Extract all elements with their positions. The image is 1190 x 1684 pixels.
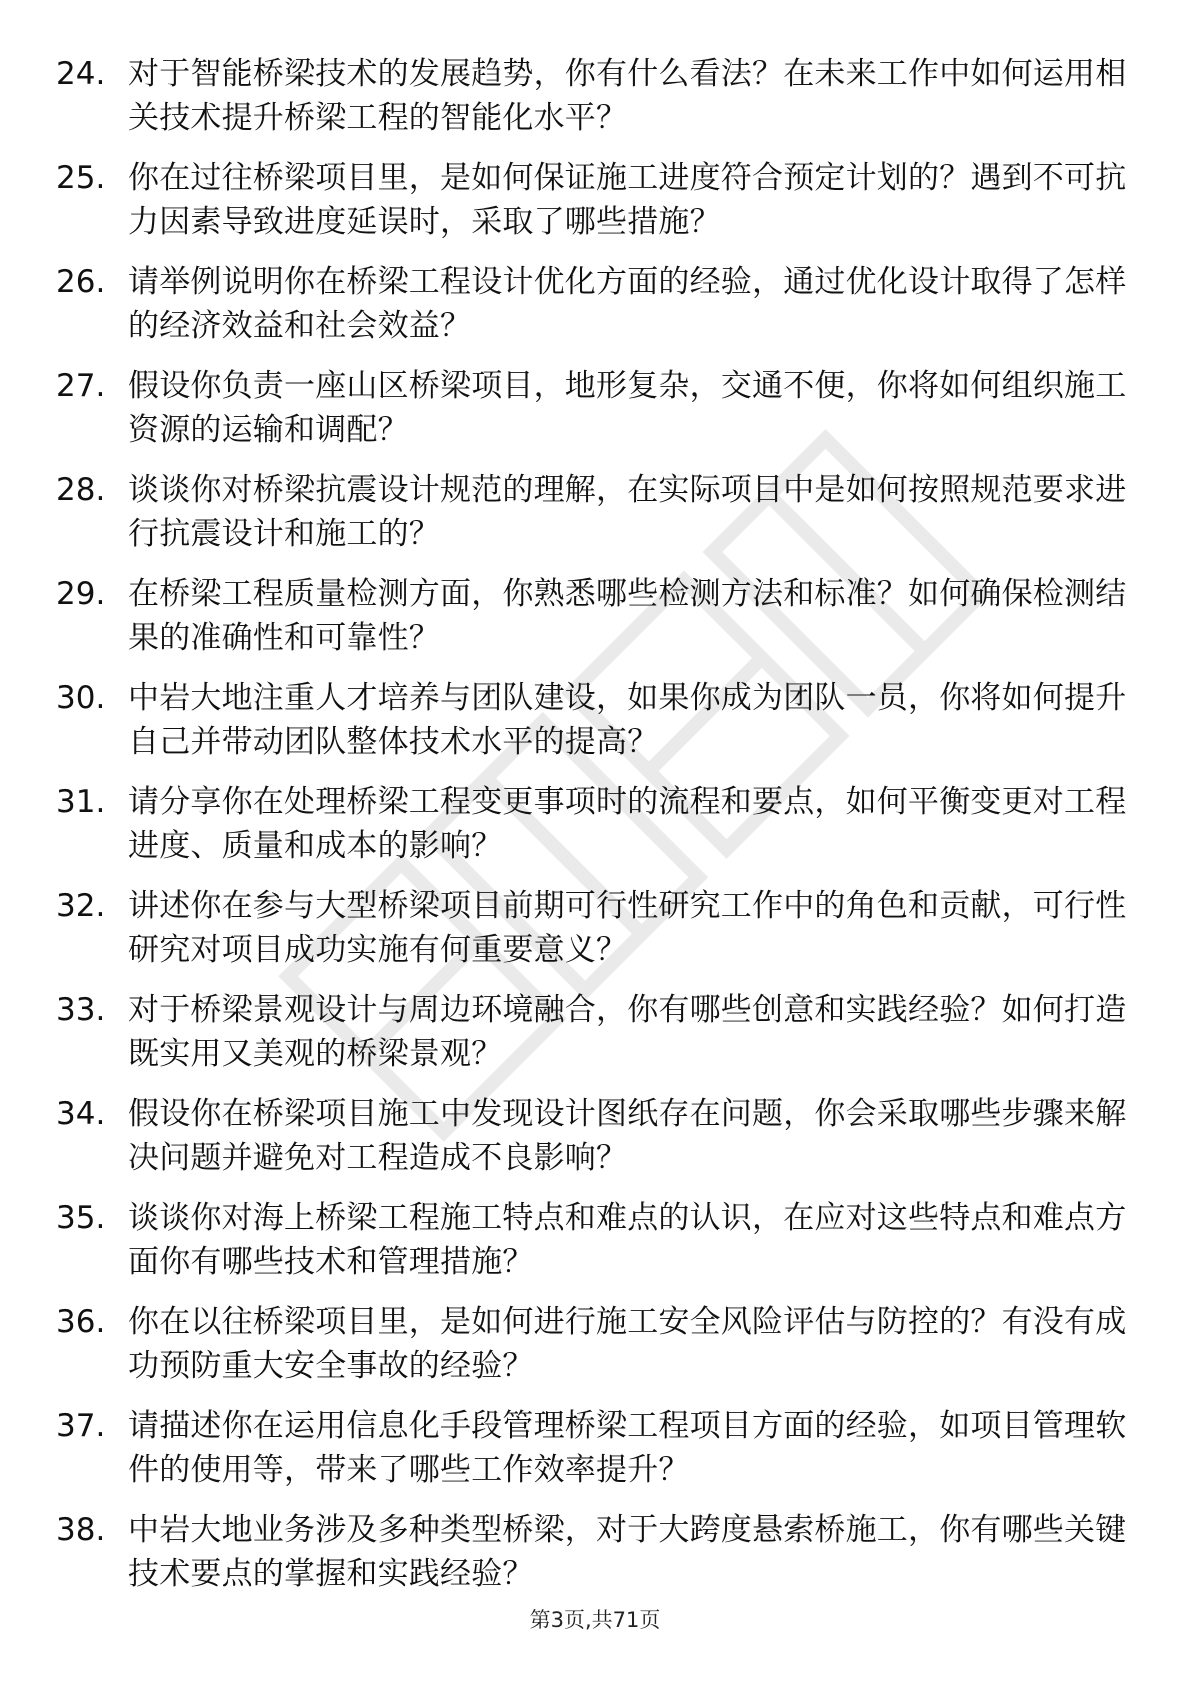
question-text: 讲述你在参与大型桥梁项目前期可行性研究工作中的角色和贡献，可行性研究对项目成功实施有何重要意义？ bbox=[128, 888, 1127, 968]
question-text: 请分享你在处理桥梁工程变更事项时的流程和要点，如何平衡变更对工程进度、质量和成本的影响？ bbox=[128, 784, 1127, 864]
page-number-label: 第3页,共71页 bbox=[529, 1608, 661, 1632]
question-number: 35. bbox=[56, 1200, 106, 1236]
question-item bbox=[0, 676, 1190, 780]
question-text: 中岩大地业务涉及多种类型桥梁，对于大跨度悬索桥施工，你有哪些关键技术要点的掌握和实践经验？ bbox=[128, 1512, 1127, 1592]
question-number: 26. bbox=[56, 264, 106, 300]
question-item bbox=[0, 572, 1190, 676]
question-text: 你在过往桥梁项目里，是如何保证施工进度符合预定计划的？遇到不可抗力因素导致进度延误时，采取了哪些措施？ bbox=[128, 160, 1127, 240]
question-number: 32. bbox=[56, 888, 106, 924]
question-item bbox=[0, 1196, 1190, 1300]
question-number: 27. bbox=[56, 368, 106, 404]
question-text: 对于桥梁景观设计与周边环境融合，你有哪些创意和实践经验？如何打造既实用又美观的桥梁景观？ bbox=[128, 992, 1127, 1072]
page-footer bbox=[0, 1606, 1190, 1634]
question-item bbox=[0, 780, 1190, 884]
question-number: 38. bbox=[56, 1512, 106, 1548]
question-text: 请举例说明你在桥梁工程设计优化方面的经验，通过优化设计取得了怎样的经济效益和社会效益？ bbox=[128, 264, 1127, 344]
question-item bbox=[0, 884, 1190, 988]
question-item bbox=[0, 1404, 1190, 1508]
question-item bbox=[0, 156, 1190, 260]
question-number: 33. bbox=[56, 992, 106, 1028]
question-text: 谈谈你对海上桥梁工程施工特点和难点的认识，在应对这些特点和难点方面你有哪些技术和管理措施？ bbox=[128, 1200, 1127, 1280]
question-text: 中岩大地注重人才培养与团队建设，如果你成为团队一员，你将如何提升自己并带动团队整体技术水平的提高？ bbox=[128, 680, 1127, 760]
question-number: 28. bbox=[56, 472, 106, 508]
question-number: 34. bbox=[56, 1096, 106, 1132]
question-number: 36. bbox=[56, 1304, 106, 1340]
question-item bbox=[0, 364, 1190, 468]
question-text: 假设你在桥梁项目施工中发现设计图纸存在问题，你会采取哪些步骤来解决问题并避免对工程造成不良影响？ bbox=[128, 1096, 1127, 1176]
question-list bbox=[0, 52, 1190, 1612]
question-item bbox=[0, 1092, 1190, 1196]
question-item bbox=[0, 468, 1190, 572]
question-number: 25. bbox=[56, 160, 106, 196]
question-item bbox=[0, 1300, 1190, 1404]
question-text: 你在以往桥梁项目里，是如何进行施工安全风险评估与防控的？有没有成功预防重大安全事故的经验？ bbox=[128, 1304, 1127, 1384]
question-text: 假设你负责一座山区桥梁项目，地形复杂，交通不便，你将如何组织施工资源的运输和调配？ bbox=[128, 368, 1127, 448]
question-item bbox=[0, 988, 1190, 1092]
question-number: 31. bbox=[56, 784, 106, 820]
question-number: 29. bbox=[56, 576, 106, 612]
question-number: 30. bbox=[56, 680, 106, 716]
question-text: 在桥梁工程质量检测方面，你熟悉哪些检测方法和标准？如何确保检测结果的准确性和可靠性？ bbox=[128, 576, 1127, 656]
question-text: 请描述你在运用信息化手段管理桥梁工程项目方面的经验，如项目管理软件的使用等，带来了哪些工作效率提升？ bbox=[128, 1408, 1127, 1488]
question-item bbox=[0, 52, 1190, 156]
question-item bbox=[0, 260, 1190, 364]
question-number: 37. bbox=[56, 1408, 106, 1444]
question-text: 谈谈你对桥梁抗震设计规范的理解，在实际项目中是如何按照规范要求进行抗震设计和施工的？ bbox=[128, 472, 1127, 552]
question-text: 对于智能桥梁技术的发展趋势，你有什么看法？在未来工作中如何运用相关技术提升桥梁工程的智能化水平？ bbox=[128, 56, 1127, 136]
question-number: 24. bbox=[56, 56, 106, 92]
question-item bbox=[0, 1508, 1190, 1612]
